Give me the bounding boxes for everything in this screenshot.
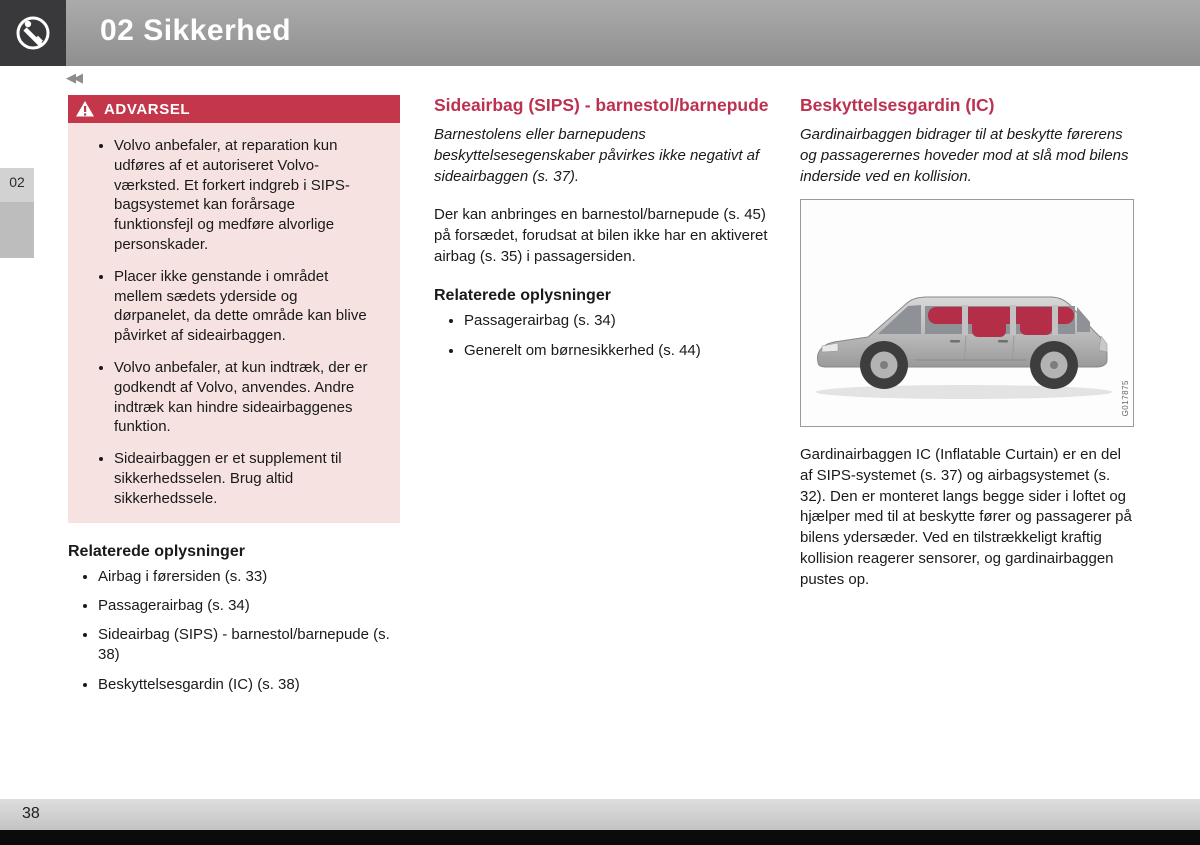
- chapter-edge-tab: [0, 168, 34, 258]
- warning-triangle-icon: [75, 100, 95, 118]
- column-middle: [434, 95, 770, 370]
- warning-header: [68, 95, 400, 123]
- car-illustration: [804, 212, 1130, 412]
- column-right: [800, 95, 1134, 590]
- warning-item: • Volvo anbefaler, at kun indtræk, der er godkendt af Volvo, anvendes. Andre indtræk kan hindre sideairbaggenes funktion.: [114, 358, 374, 437]
- warning-item: • Sideairbaggen er et supplement til sikkerhedsselen. Brug altid sikkerhedssele.: [114, 449, 374, 508]
- figure-code: G017875: [1121, 379, 1130, 417]
- related-item: • Sideairbag (SIPS) - barnestol/barnepude (s. 38): [98, 625, 400, 666]
- page-number: 38: [22, 805, 40, 822]
- footer-band: [0, 799, 1200, 830]
- curtain-airbag-figure: [800, 199, 1134, 427]
- related-item: • Airbag i førersiden (s. 33): [98, 567, 400, 587]
- warning-item: • Volvo anbefaler, at reparation kun udføres af et autoriseret Volvo-værksted. Et forkert indgreb i SIPS-bagsystemet kan forårsage funktionsfejl og medføre alvorlige personskader.: [114, 136, 374, 255]
- column-left: [68, 95, 400, 704]
- section-body-ic: Gardinairbaggen IC (Inflatable Curtain) er en del af SIPS-systemet (s. 37) og airbagsystemet (s. 32). Den er monteret langs begge sider i loftet og hjælper med til at beskytte fører og passagerer på bilens ydersæder. Ved en tilstrækkeligt kraftig kollision reagerer sensorer, og gardinairbaggen pustes op.: [800, 446, 1132, 588]
- section-heading-ic: Beskyttelsesgardin (IC): [800, 95, 995, 115]
- seatbelt-icon: [0, 0, 66, 66]
- related-heading: Relaterede oplysninger: [68, 542, 245, 560]
- related-item: • Passagerairbag (s. 34): [464, 311, 770, 331]
- warning-item: • Placer ikke genstande i området mellem sædets yderside og dørpanelet, da dette område kan blive påvirket af sideairbaggen.: [114, 267, 374, 346]
- related-item: • Beskyttelsesgardin (IC) (s. 38): [98, 675, 400, 695]
- chapter-title: 02 Sikkerhed: [100, 14, 292, 47]
- nav-back-icon: ◀◀: [66, 70, 80, 85]
- warning-title: ADVARSEL: [104, 100, 191, 118]
- related-heading: Relaterede oplysninger: [434, 287, 611, 305]
- section-lead-ic: Gardinairbaggen bidrager til at beskytte førerens og passagerernes hoveder mod at slå mod bilens inderside ved en kollision.: [800, 126, 1129, 185]
- section-lead-sips: Barnestolens eller barnepudens beskyttelsesegenskaber påvirkes ikke negativt af sideairbaggen (s. 37).: [434, 126, 760, 185]
- section-heading-sips: Sideairbag (SIPS) - barnestol/barnepude: [434, 95, 769, 115]
- related-list: [68, 567, 400, 695]
- chapter-edge-tab-label: 02: [9, 174, 25, 190]
- related-list: [434, 311, 770, 361]
- footer-black-bar: [0, 830, 1200, 845]
- chapter-header-bar: [0, 0, 1200, 66]
- related-item: • Passagerairbag (s. 34): [98, 596, 400, 616]
- section-body-sips: Der kan anbringes en barnestol/barnepude (s. 45) på forsædet, forudsat at bilen ikke har en aktiveret airbag (s. 35) i passagersiden.: [434, 206, 768, 265]
- related-item: • Generelt om børnesikkerhed (s. 44): [464, 341, 770, 361]
- warning-body: [68, 123, 400, 523]
